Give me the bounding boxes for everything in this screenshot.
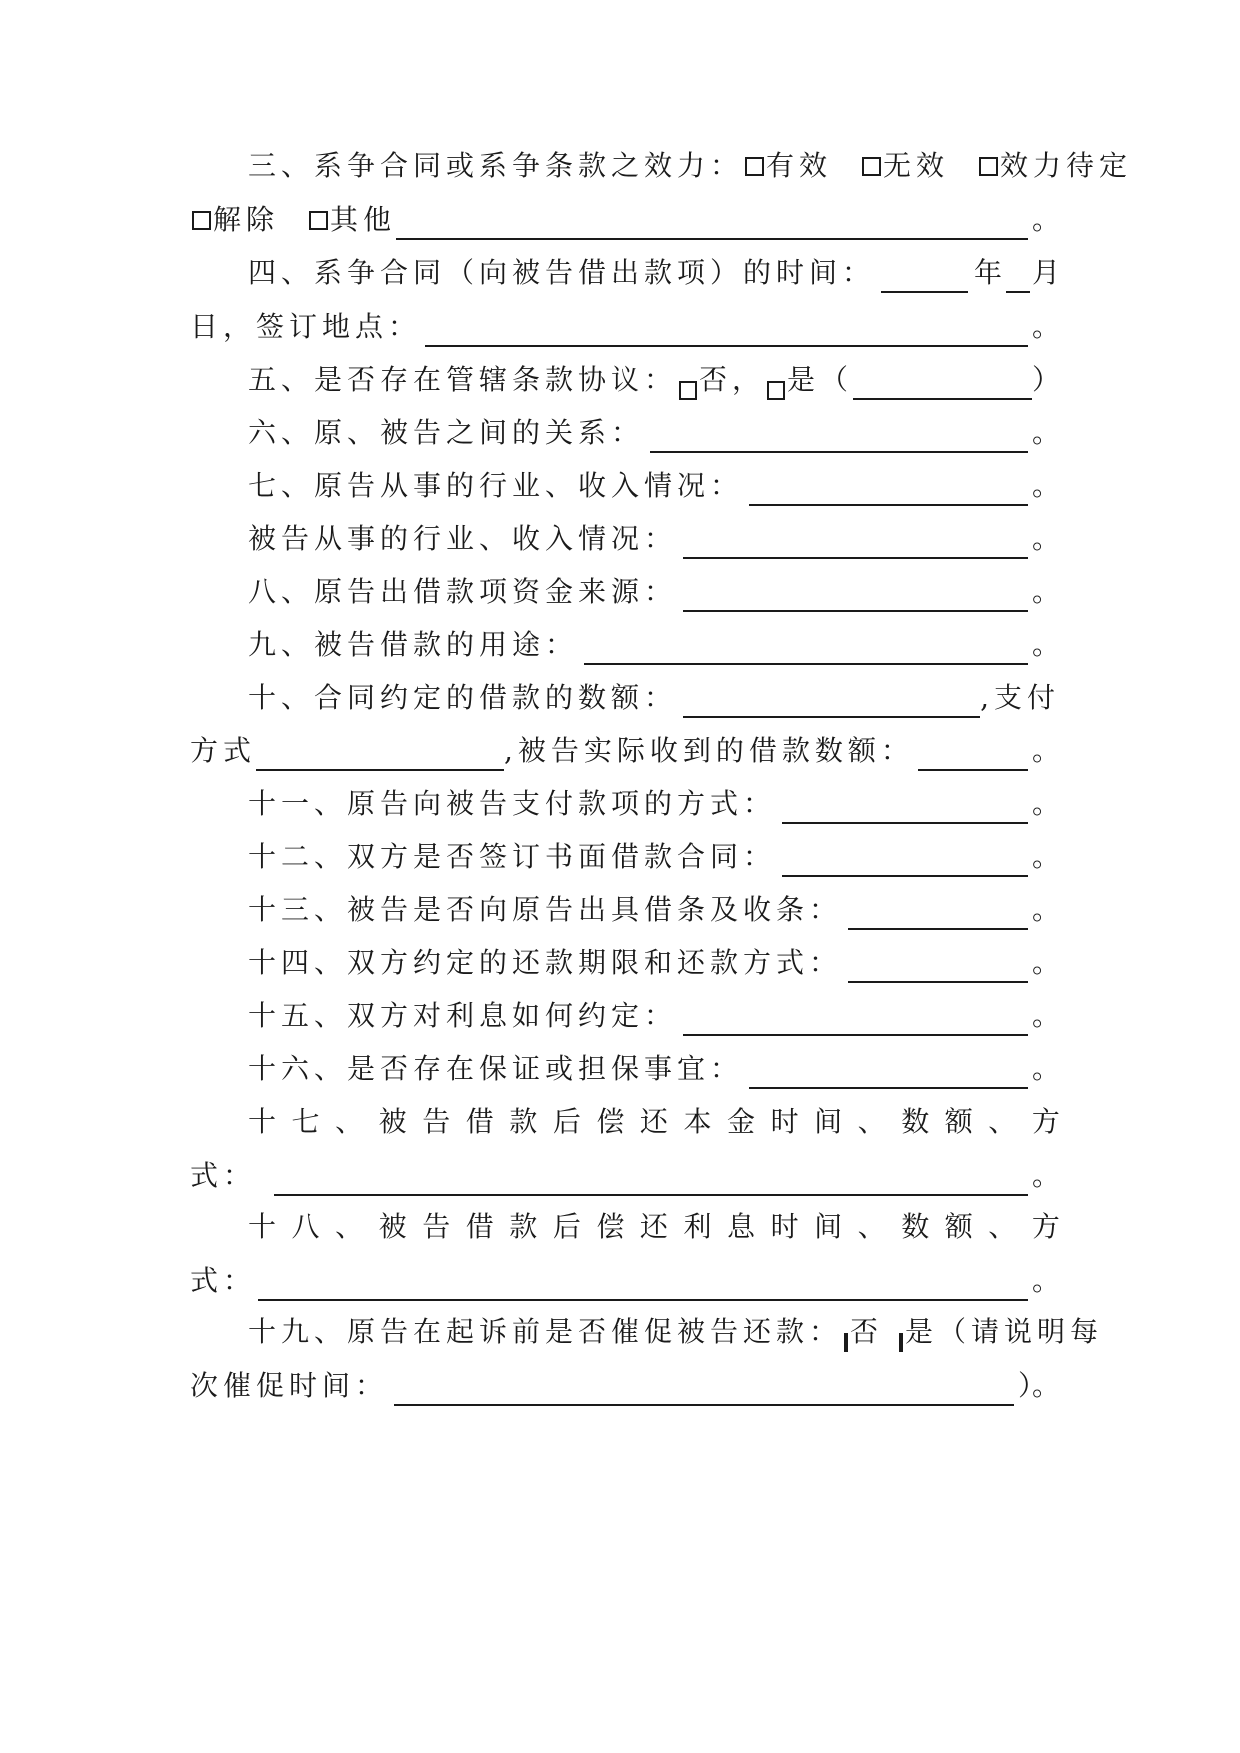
checkbox-other[interactable] xyxy=(309,211,328,230)
payment-way-field[interactable] xyxy=(782,792,1028,824)
item-17-line-2 xyxy=(190,1156,1060,1196)
month-label: 月 xyxy=(1031,256,1060,289)
item17-char: 后 xyxy=(552,1105,581,1138)
item-8-line xyxy=(190,572,1060,612)
close-paren: ） xyxy=(1031,363,1060,396)
option-yes-label: 是（ xyxy=(787,363,854,396)
loan-purpose-field[interactable] xyxy=(584,633,1028,665)
item-10-label: 十、合同约定的借款的数额： xyxy=(248,681,678,714)
interest-agreement-field[interactable] xyxy=(683,1004,1028,1036)
item17-char: 额 xyxy=(944,1105,973,1138)
option-yes-label: 是（请说明每 xyxy=(905,1315,1104,1348)
item17-char: 间 xyxy=(814,1105,843,1138)
item-13-label: 十三、被告是否向原告出具借条及收条： xyxy=(248,893,843,926)
period: 。 xyxy=(1031,628,1060,661)
item-7-label: 七、原告从事的行业、收入情况： xyxy=(248,469,744,502)
item-14-label: 十四、双方约定的还款期限和还款方式： xyxy=(248,946,843,979)
period: 。 xyxy=(1031,203,1060,236)
item-19-label: 十九、原告在起诉前是否催促被告还款： xyxy=(248,1315,843,1348)
interest-repayment-field[interactable] xyxy=(258,1269,1028,1301)
item17-char: 方 xyxy=(1031,1105,1060,1138)
agreed-amount-field[interactable] xyxy=(683,686,980,718)
period: 。 xyxy=(1031,893,1060,926)
item-10-line-2 xyxy=(190,731,1060,771)
item-8-label: 八、原告出借款项资金来源： xyxy=(248,575,678,608)
period: 。 xyxy=(1031,1264,1060,1297)
urge-time-field[interactable] xyxy=(394,1374,1014,1406)
item18-char: 八 xyxy=(291,1210,320,1243)
item-16-label: 十六、是否存在保证或担保事宜： xyxy=(248,1052,744,1085)
item-6-label: 六、原、被告之间的关系： xyxy=(248,416,645,449)
item-13-line xyxy=(190,890,1060,930)
item-4-line-1 xyxy=(190,253,1060,293)
checkbox-jurisdiction-yes[interactable] xyxy=(767,381,785,400)
plaintiff-industry-field[interactable] xyxy=(749,474,1028,506)
item17-char: 七 xyxy=(291,1105,320,1138)
item18-char: 、 xyxy=(988,1210,1017,1243)
item18-char: 时 xyxy=(770,1210,799,1243)
item18-char: 额 xyxy=(944,1210,973,1243)
received-amount-field[interactable] xyxy=(918,739,1028,771)
received-amount-label: ,被告实际收到的借款数额： xyxy=(504,734,914,767)
defendant-industry-field[interactable] xyxy=(683,527,1028,559)
contract-month-field[interactable] xyxy=(1006,261,1030,293)
item17-char: 借 xyxy=(465,1105,494,1138)
close-paren-period: ）。 xyxy=(1017,1369,1060,1402)
option-no-label: 否， xyxy=(699,363,766,396)
option-invalid-label: 无效 xyxy=(883,149,950,182)
item-11-label: 十一、原告向被告支付款项的方式： xyxy=(248,787,777,820)
item18-char: 被 xyxy=(378,1210,407,1243)
item-4-label: 四、系争合同（向被告借出款项）的时间： xyxy=(248,256,876,289)
item-17-method-label: 式： xyxy=(190,1159,257,1192)
item18-char: 借 xyxy=(465,1210,494,1243)
option-other-label: 其他 xyxy=(330,203,397,236)
item-12-line xyxy=(190,837,1060,877)
contract-year-field[interactable] xyxy=(881,261,968,293)
item-3-line-2 xyxy=(190,200,1060,240)
payment-method-field[interactable] xyxy=(256,739,504,771)
item-9-line xyxy=(190,625,1060,665)
guarantee-field[interactable] xyxy=(749,1057,1028,1089)
item-11-line xyxy=(190,784,1060,824)
item17-char: 告 xyxy=(422,1105,451,1138)
item17-char: 时 xyxy=(770,1105,799,1138)
payment-label: ,支付 xyxy=(980,681,1060,714)
relationship-field[interactable] xyxy=(650,421,1028,453)
principal-repayment-field[interactable] xyxy=(274,1164,1028,1196)
checkbox-urge-yes[interactable] xyxy=(899,1333,903,1352)
urge-time-label: 次催促时间： xyxy=(190,1369,389,1402)
checkbox-valid[interactable] xyxy=(745,157,764,176)
item-15-label: 十五、双方对利息如何约定： xyxy=(248,999,678,1032)
item-15-line xyxy=(190,996,1060,1036)
iou-receipt-field[interactable] xyxy=(848,898,1028,930)
checkbox-pending[interactable] xyxy=(979,157,998,176)
item-12-label: 十二、双方是否签订书面借款合同： xyxy=(248,840,777,873)
item18-char: 后 xyxy=(552,1210,581,1243)
item17-char: 金 xyxy=(727,1105,756,1138)
item18-char: 数 xyxy=(901,1210,930,1243)
item17-char: 偿 xyxy=(596,1105,625,1138)
item17-char: 、 xyxy=(988,1105,1017,1138)
period: 。 xyxy=(1031,840,1060,873)
item18-char: 间 xyxy=(814,1210,843,1243)
period: 。 xyxy=(1031,310,1060,343)
item18-char: 款 xyxy=(509,1210,538,1243)
period: 。 xyxy=(1031,999,1060,1032)
item18-char: 利 xyxy=(683,1210,712,1243)
period: 。 xyxy=(1031,469,1060,502)
period: 。 xyxy=(1031,575,1060,608)
repayment-term-field[interactable] xyxy=(848,951,1028,983)
item-16-line xyxy=(190,1049,1060,1089)
item17-char: 、 xyxy=(857,1105,886,1138)
item-6-line xyxy=(190,413,1060,453)
option-rescinded-label: 解除 xyxy=(213,203,280,236)
item18-char: 、 xyxy=(335,1210,364,1243)
item-4-line-2 xyxy=(190,307,1060,347)
jurisdiction-detail-field[interactable] xyxy=(853,368,1032,400)
period: 。 xyxy=(1031,787,1060,820)
checkbox-rescinded[interactable] xyxy=(192,211,211,230)
item17-char: 、 xyxy=(335,1105,364,1138)
item-19-line-1 xyxy=(190,1312,1104,1352)
item17-char: 数 xyxy=(901,1105,930,1138)
period: 。 xyxy=(1031,1159,1060,1192)
item-5-label: 五、是否存在管辖条款协议： xyxy=(248,363,678,396)
item17-char: 款 xyxy=(509,1105,538,1138)
item18-char: 告 xyxy=(422,1210,451,1243)
checkbox-jurisdiction-no[interactable] xyxy=(679,381,697,400)
item-17-line-1 xyxy=(190,1102,1060,1142)
item-14-line xyxy=(190,943,1060,983)
written-contract-field[interactable] xyxy=(782,845,1028,877)
item-9-label: 九、被告借款的用途： xyxy=(248,628,579,661)
item17-char: 还 xyxy=(639,1105,668,1138)
item-3-line-1 xyxy=(190,146,1133,186)
fund-source-field[interactable] xyxy=(683,580,1028,612)
period: 。 xyxy=(1031,522,1060,555)
item-7b-label: 被告从事的行业、收入情况： xyxy=(248,522,678,555)
checkbox-invalid[interactable] xyxy=(862,157,881,176)
checkbox-urge-no[interactable] xyxy=(844,1333,848,1352)
option-no-label: 否 xyxy=(850,1315,884,1348)
period: 。 xyxy=(1031,946,1060,979)
other-validity-field[interactable] xyxy=(396,208,1028,240)
sign-place-field[interactable] xyxy=(425,315,1028,347)
option-valid-label: 有效 xyxy=(766,149,833,182)
item17-char: 本 xyxy=(683,1105,712,1138)
method-label: 方式 xyxy=(190,734,257,767)
item-3-label: 三、系争合同或系争条款之效力： xyxy=(248,149,744,182)
period: 。 xyxy=(1031,734,1060,767)
item18-char: 息 xyxy=(727,1210,756,1243)
day-sign-place-label: 日，签订地点： xyxy=(190,310,422,343)
item-18-line-2 xyxy=(190,1261,1060,1301)
item-7-line xyxy=(190,466,1060,506)
item17-char: 被 xyxy=(378,1105,407,1138)
item18-char: 、 xyxy=(857,1210,886,1243)
item-19-line-2 xyxy=(190,1366,1060,1406)
period: 。 xyxy=(1031,1052,1060,1085)
item-7b-line xyxy=(190,519,1060,559)
item17-char: 十 xyxy=(248,1105,277,1138)
item18-char: 还 xyxy=(639,1210,668,1243)
item-10-line-1 xyxy=(190,678,1060,718)
year-label: 年 xyxy=(974,256,1003,289)
item18-char: 偿 xyxy=(596,1210,625,1243)
item-5-line xyxy=(190,360,1060,400)
item18-char: 十 xyxy=(248,1210,277,1243)
item-18-line-1 xyxy=(190,1207,1060,1247)
period: 。 xyxy=(1031,416,1060,449)
item18-char: 方 xyxy=(1031,1210,1060,1243)
item-18-method-label: 式： xyxy=(190,1264,257,1297)
option-pending-label: 效力待定 xyxy=(1000,149,1133,182)
